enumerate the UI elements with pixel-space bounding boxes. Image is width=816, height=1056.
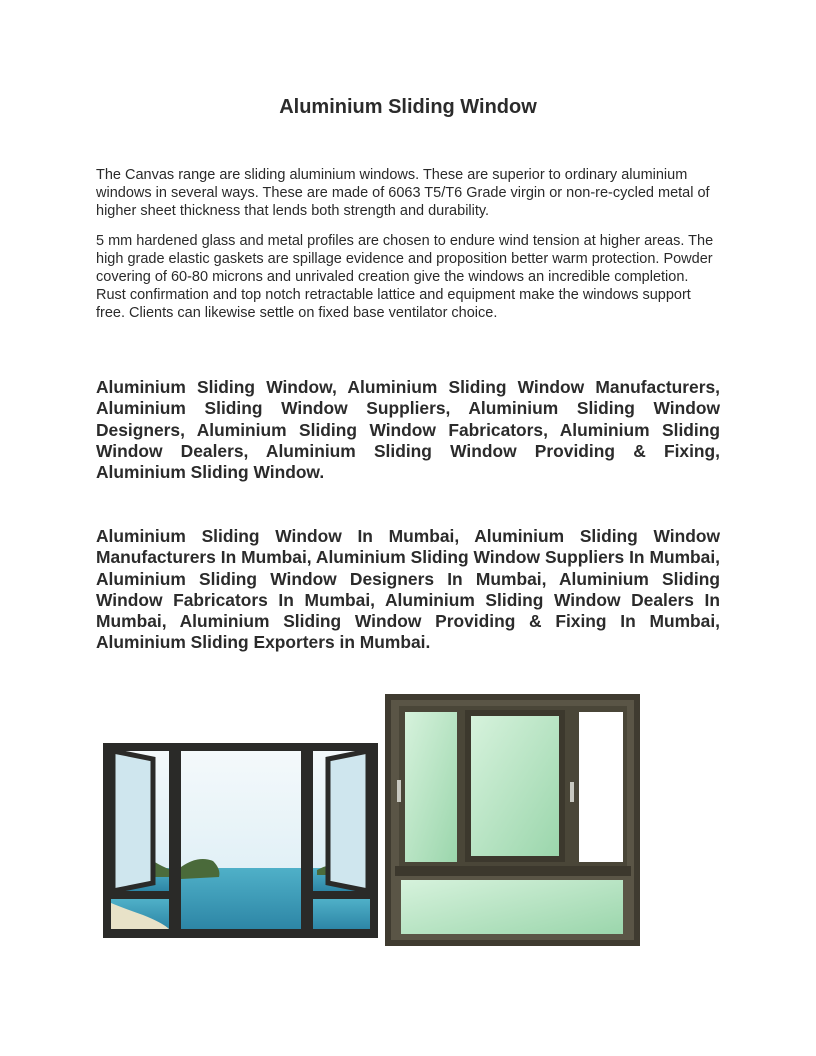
sliding-window-image bbox=[385, 694, 640, 946]
casement-window-image bbox=[103, 743, 378, 938]
page-title: Aluminium Sliding Window bbox=[279, 96, 537, 118]
intro-paragraph: The Canvas range are sliding aluminium windows. These are superior to ordinary aluminium windows in several ways. These are made of 6063 T5/T6 Grade virgin or non-re-cycled metal of higher sheet thickness that lends both strength and durability. bbox=[96, 167, 710, 219]
features-paragraph: 5 mm hardened glass and metal profiles are chosen to endure wind tension at higher areas. The high grade elastic gaskets are spillage evidence and proposition better warm protection. Powder covering of 60-80 microns and unrivaled creation give the windows an incredible completion. Rust confirmation and top notch retractable lattice and equipment make the windows support free. Clients can likewise settle on fixed base ventilator choice. bbox=[96, 233, 714, 321]
keywords-block: Aluminium Sliding Window, Aluminium Sliding Window Manufacturers, Aluminium Sliding Window Suppliers, Aluminium Sliding Window Designers, Aluminium Sliding Window Fabricators, Aluminium Sliding Window Dealers, Aluminium Sliding Window Providing & Fixing, Aluminium Sliding Window. bbox=[96, 377, 720, 483]
keywords-mumbai-block: Aluminium Sliding Window In Mumbai, Aluminium Sliding Window Manufacturers In Mumbai, Aluminium Sliding Window Suppliers In Mumbai, Aluminium Sliding Window Designers In Mumbai, Aluminium Sliding Window Fabricators In Mumbai, Aluminium Sliding Window Dealers In Mumbai, Aluminium Sliding Window Providing & Fixing In Mumbai, Aluminium Sliding Exporters in Mumbai. bbox=[96, 526, 720, 653]
